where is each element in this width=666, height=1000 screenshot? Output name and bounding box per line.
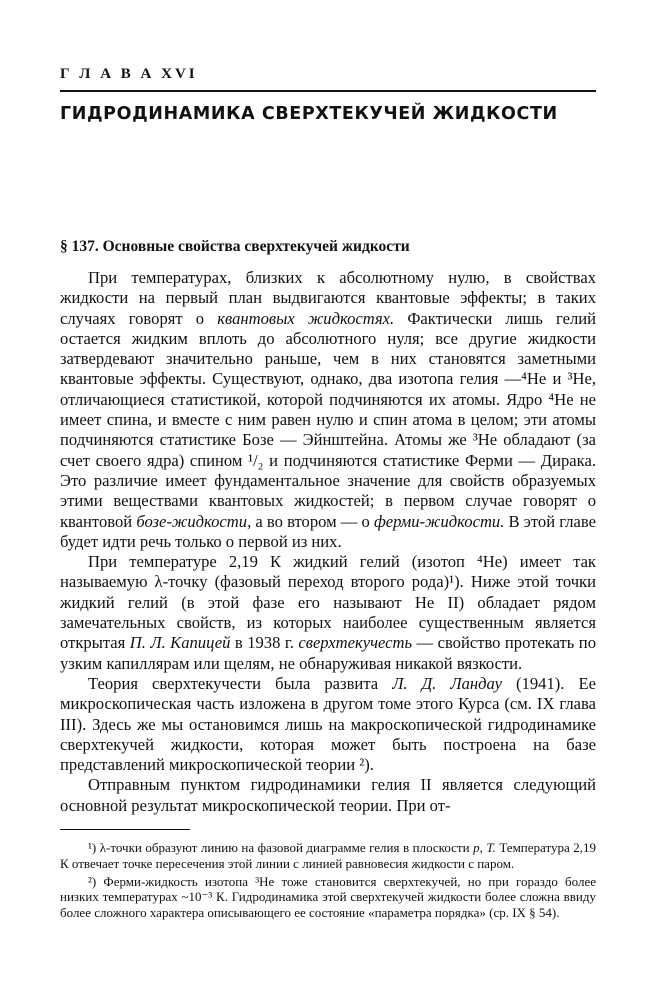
term-quantum-liquids: квантовых жидкостях. bbox=[217, 308, 395, 328]
name-kapitsa: П. Л. Капицей bbox=[129, 633, 231, 653]
paragraph-2: При температуре 2,19 К жидкий гелий (изотоп ⁴He) имеет так называемую λ-точку (фазовый переход второго рода)¹). Ниже этой точки жидкий гелий (в этой фазе его называют He II) обладает рядом замечательных свойств, из которых наиболее существенным является открытая П. Л. Капицей в 1938 г. сверхтекучесть — свойство протекать по узким капиллярам или щелям, не обнаруживая никакой вязкости. bbox=[60, 552, 596, 673]
body-text bbox=[60, 268, 596, 816]
footnote-1: ¹) λ-точки образуют линию на фазовой диаграмме гелия в плоскости p, T. Температура 2,19 К отвечает точке пересечения этой линии с линией равновесия жидкости с паром. bbox=[60, 840, 596, 871]
term-bose-liquid: бозе-жидкости, bbox=[136, 511, 252, 531]
section-title: § 137. Основные свойства сверхтекучей жидкости bbox=[60, 238, 410, 255]
chapter-label: Г Л А В А XVI bbox=[60, 66, 198, 82]
paragraph-3: Теория сверхтекучести была развита Л. Д. Ландау (1941). Ее микроскопическая часть изложена в другом томе этого Курса (см. IX глава III). Здесь же мы остановимся лишь на макроскопической гидродинамике сверхтекучей жидкости, которая может быть построена на базе представлений микроскопической теории ²). bbox=[60, 673, 596, 775]
chapter-title: ГИДРОДИНАМИКА СВЕРХТЕКУЧЕЙ ЖИДКОСТИ bbox=[60, 104, 558, 124]
paragraph-1: При температурах, близких к абсолютному нулю, в свойствах жидкости на первый план выдвигаются квантовые эффекты; в таких случаях говорят о квантовых жидкостях. Фактически лишь гелий остается жидким вплоть до абсолютного нуля; все другие жидкости затвердевают значительно раньше, чем в них становятся заметными квантовые эффекты. Существуют, однако, два изотопа гелия —⁴He и ³He, отличающиеся статистикой, которой подчиняются их атомы. Ядро ⁴He не имеет спина, и вместе с ним равен нулю и спин атома в целом; эти атомы подчиняются статистике Бозе — Эйнштейна. Атомы же ³He обладают (за счет своего ядра) спином ¹/₂ и подчиняются статистике Ферми — Дирака. Это различие имеет фундаментальное значение для свойств образуемых этими веществами квантовых жидкостей; в первом случае говорят о квантовой бозе-жидкости, а во втором — о ферми-жидкости. В этой главе будет идти речь только о первой из них. bbox=[60, 268, 596, 551]
footnote-rule bbox=[60, 829, 190, 830]
term-superfluidity: сверхтекучесть bbox=[298, 633, 413, 653]
paragraph-4: Отправным пунктом гидродинамики гелия II является следующий основной результат микроскопической теории. При от- bbox=[60, 775, 596, 815]
footnote-2: ²) Ферми-жидкость изотопа ³He тоже становится сверхтекучей, но при гораздо более низких температурах ~10⁻³ К. Гидродинамика этой сверхтекучей жидкости более сложна ввиду более сложного характера описывающего ее состояние «параметра порядка» (ср. IX § 54). bbox=[60, 873, 596, 921]
name-landau: Л. Д. Ландау bbox=[392, 673, 502, 693]
chapter-rule bbox=[60, 90, 596, 92]
term-fermi-liquid: ферми-жидкости. bbox=[374, 511, 505, 531]
footnotes bbox=[60, 840, 596, 923]
